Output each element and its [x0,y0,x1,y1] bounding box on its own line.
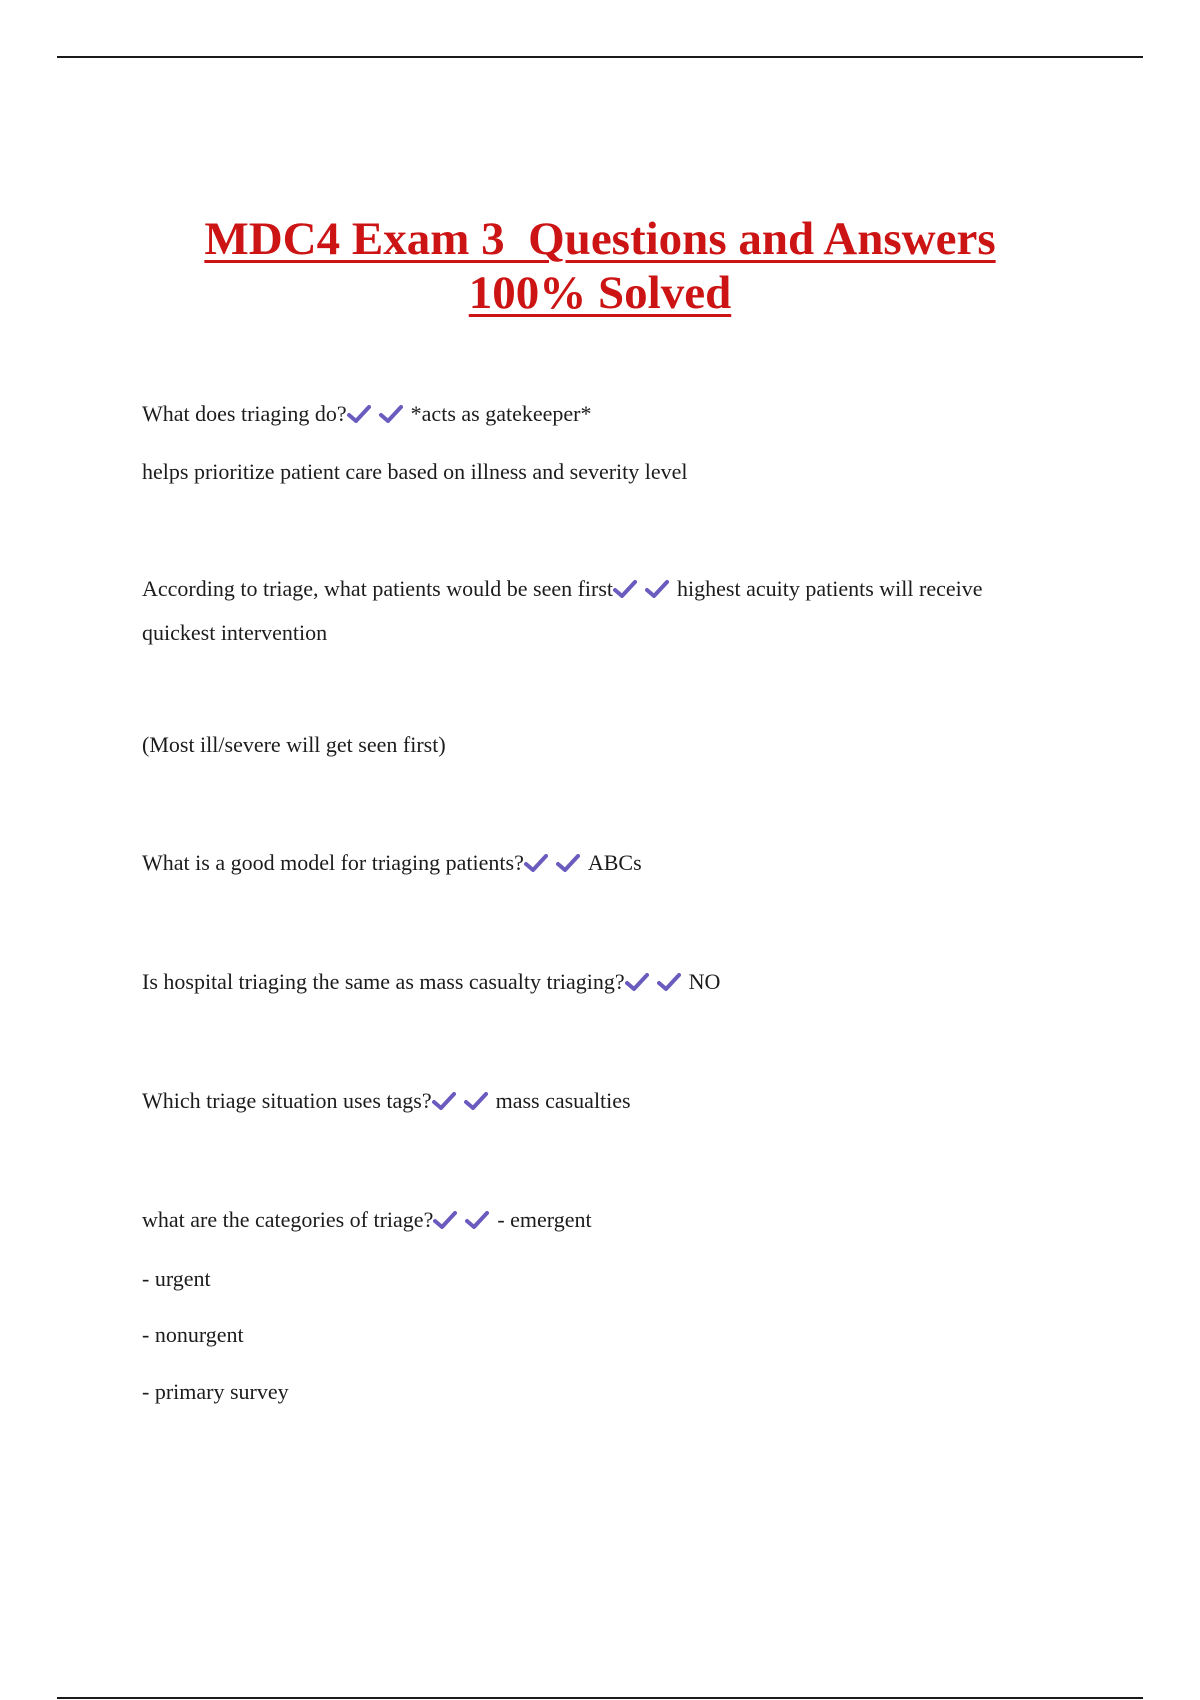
checkmark-icon [433,1210,457,1230]
checkmark-icon [432,1091,456,1111]
answer-text: NO [688,969,721,994]
answer-text: - emergent [497,1207,592,1232]
checkmark-icon [524,853,548,873]
answer-continuation: helps prioritize patient care based on illness and severity level [142,459,688,484]
answer-continuation: quickest intervention [142,620,328,645]
checkmark-icon [347,404,371,424]
checkmark-icon [465,1210,489,1230]
qa-item-4 [142,960,1072,1004]
question-text: According to triage, what patients would be seen first [142,576,614,601]
title-line-1: MDC4 Exam 3 Questions and Answers [204,213,996,265]
list-item: - primary survey [142,1379,289,1404]
footer-rule [57,1697,1143,1699]
question-text: Is hospital triaging the same as mass casualty triaging? [142,969,625,994]
checkmark-icon [464,1091,488,1111]
checkmark-icon [613,579,637,599]
checkmark-icon [625,972,649,992]
question-text: Which triage situation uses tags? [142,1088,432,1113]
answer-text: ABCs [587,850,642,875]
answer-note: (Most ill/severe will get seen first) [142,732,446,757]
qa-item-2 [142,567,1072,611]
question-text: what are the categories of triage? [142,1207,434,1232]
answer-text: *acts as gatekeeper* [410,401,592,426]
qa-item-6 [142,1198,1072,1242]
qa-item-3 [142,841,1072,885]
list-item: - nonurgent [142,1322,244,1347]
question-text: What is a good model for triaging patients? [142,850,524,875]
header-rule [57,56,1143,58]
document-title [0,212,1200,320]
answer-text: highest acuity patients will receive [677,576,983,601]
question-text: What does triaging do? [142,401,347,426]
list-item: - urgent [142,1266,211,1291]
answer-text: mass casualties [495,1088,631,1113]
qa-item-1 [142,392,1072,436]
checkmark-icon [556,853,580,873]
checkmark-icon [645,579,669,599]
qa-item-5 [142,1079,1072,1123]
checkmark-icon [657,972,681,992]
title-line-2: 100% Solved [468,267,732,319]
checkmark-icon [379,404,403,424]
